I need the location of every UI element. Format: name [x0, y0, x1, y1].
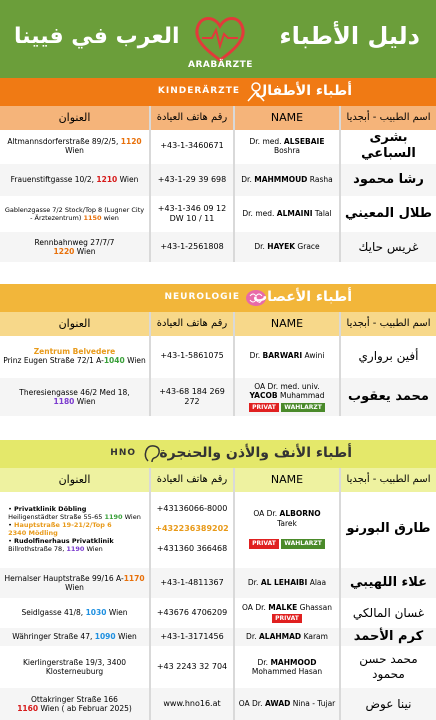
table-row: Währinger Straße 47, 1090 Wien +43-1-3171456 Dr. ALAHMAD Karam كرم الأحمد: [0, 628, 436, 646]
table-row: • Privatklinik Döbling Heiligenstädter Straße 55-65 1190 Wien • Hauptstraße 19-21/2/Top 6 2340 Mödling • Rudolfinerhaus Privatklinik Billrothstraße 78, 1190 Wien +43136066-8000 +432236389202 +431360 366468 OA Dr. ALBORNO Tarek PRIVAT WAHLARZT طارق البورنو: [0, 492, 436, 566]
header-title-left: العرب في فيينا: [14, 24, 180, 49]
phone[interactable]: +43136066-8000: [156, 504, 228, 513]
doctor-name-ar: نينا عوض: [365, 696, 412, 711]
phone[interactable]: +43-1-5861075: [160, 351, 224, 360]
col-name: NAME: [270, 111, 304, 125]
section-hno-title-ar: أطباء الأنف والأذن والحنجرة: [159, 445, 352, 461]
phone[interactable]: +43-1-3171456: [160, 632, 224, 641]
col-phone: رقم هاتف العيادة: [156, 317, 228, 329]
address: Kierlingerstraße 19/3, 3400 Klosterneuburg: [22, 657, 127, 676]
privat-badge: PRIVAT: [249, 403, 279, 413]
col-name: NAME: [270, 317, 304, 331]
doctor-name-ar: طارق البورنو: [346, 520, 431, 536]
doctor-name-ar: بشرى السباعي: [361, 129, 416, 161]
wahlarzt-badge: WAHLARZT: [281, 539, 325, 549]
divider: [233, 468, 235, 720]
doctor-name-ar: غسان المالكي: [352, 605, 425, 620]
section-kids-title-ar: أطباء الأطفال: [255, 83, 352, 99]
table-row: Seidlgasse 41/8, 1030 Wien +43676 4706209 OA Dr. MALKE Ghassan PRIVAT غسان المالكي: [0, 600, 436, 626]
hno-column-header: [0, 468, 436, 492]
header-title-right: دليل الأطباء: [279, 22, 420, 50]
phone[interactable]: +431360 366468: [156, 544, 228, 553]
section-neuro-title-ar: أطباء الأعصاب: [253, 289, 352, 305]
section-hno-title-de: HNO: [110, 448, 136, 458]
phone[interactable]: +43-1-3460671: [160, 141, 224, 150]
section-hno-bar: [0, 440, 436, 468]
divider: [149, 312, 151, 416]
col-name-ar: اسم الطبيب - أبجديا: [346, 317, 431, 329]
table-row: Kierlingerstraße 19/3, 3400 Klosterneuburg +43 2243 32 704 Dr. MAHMOOD Mohammed Hasan محمد حسن محمود: [0, 648, 436, 686]
phone[interactable]: +43-68 184 269 272: [159, 387, 225, 406]
doctor-name-ar: محمد حسن محمود: [359, 652, 418, 681]
section-neuro-title-de: NEUROLOGIE: [164, 292, 240, 302]
page-header: [0, 0, 436, 78]
phone[interactable]: +43-1-2561808: [160, 242, 224, 251]
table-row: Ottakringer Straße 166 1160 Wien ( ab Februar 2025) www.hno16.at OA Dr. AWAD Nina - Tujar نينا عوض: [0, 688, 436, 720]
table-row: Gablenzgasse 7/2 Stock/Top 8 (Lugner City - Ärztezentrum) 1150 wien +43-1-346 09 12 DW 10 / 11 Dr. med. ALMAINI Talal طلال المعيني: [0, 198, 436, 230]
table-row: Zentrum Belvedere Prinz Eugen Straße 72/1 A-1040 Wien +43-1-5861075 Dr. BARWARI Awini أفين برواري: [0, 336, 436, 376]
section-kids-bar: [0, 78, 436, 106]
phone[interactable]: +43-1-346 09 12 DW 10 / 11: [157, 204, 227, 223]
wahlarzt-badge: WAHLARZT: [281, 403, 325, 413]
divider: [233, 106, 235, 262]
col-phone: رقم هاتف العيادة: [156, 111, 228, 123]
col-name: NAME: [270, 473, 304, 487]
col-phone: رقم هاتف العيادة: [156, 473, 228, 485]
table-row: Hernalser Hauptstraße 99/16 A-1170 Wien +43-1-4811367 Dr. AL LEHAIBI Alaa علاء اللهيبي: [0, 568, 436, 598]
col-address: العنوان: [58, 317, 91, 331]
doctor-name-ar: غريس حايك: [358, 239, 419, 254]
section-kids-title-de: KINDERÄRZTE: [157, 86, 240, 96]
doctor-name-ar: أفين برواري: [358, 348, 419, 363]
section-neuro-bar: [0, 284, 436, 312]
divider: [339, 312, 341, 416]
privat-badge: PRIVAT: [249, 539, 279, 549]
col-name-ar: اسم الطبيب - أبجديا: [346, 111, 431, 123]
doctor-name-ar: طلال المعيني: [344, 205, 433, 221]
col-address: العنوان: [58, 111, 91, 125]
website-link[interactable]: www.hno16.at: [163, 699, 221, 708]
doctor-name-ar: كرم الأحمد: [353, 628, 424, 644]
phone[interactable]: +43676 4706209: [156, 608, 228, 617]
divider: [339, 468, 341, 720]
logo-text: ARABÄRZTE: [188, 60, 253, 70]
table-row: Altmannsdorferstraße 89/2/5, 1120 Wien +43-1-3460671 Dr. med. ALSEBAIE Boshra بشرى السباعي: [0, 130, 436, 162]
neuro-column-header: [0, 312, 436, 336]
table-row: Theresiengasse 46/2 Med 18, 1180 Wien +43-68 184 269 272 OA Dr. med. univ. YACOB Muhammad PRIVAT WAHLARZT محمد يعقوب: [0, 378, 436, 416]
divider: [233, 312, 235, 416]
divider: [149, 468, 151, 720]
phone[interactable]: +432236389202: [155, 524, 229, 533]
phone[interactable]: +43-1-29 39 698: [157, 175, 227, 184]
phone[interactable]: +43-1-4811367: [160, 578, 224, 587]
privat-badge: PRIVAT: [272, 614, 302, 624]
divider: [339, 106, 341, 262]
phone[interactable]: +43 2243 32 704: [156, 662, 228, 671]
table-row: Rennbahnweg 27/7/7 1220 Wien +43-1-2561808 Dr. HAYEK Grace غريس حايك: [0, 232, 436, 262]
kids-column-header: [0, 106, 436, 130]
col-name-ar: اسم الطبيب - أبجديا: [346, 473, 431, 485]
doctor-name-ar: رشا محمود: [353, 171, 424, 187]
divider: [149, 106, 151, 262]
col-address: العنوان: [58, 473, 91, 487]
table-row: Frauenstiftgasse 10/2, 1210 Wien +43-1-29 39 698 Dr. MAHMMOUD Rasha رشا محمود: [0, 164, 436, 196]
doctor-name-ar: محمد يعقوب: [348, 388, 429, 404]
doctor-name-ar: علاء اللهيبي: [350, 574, 427, 590]
